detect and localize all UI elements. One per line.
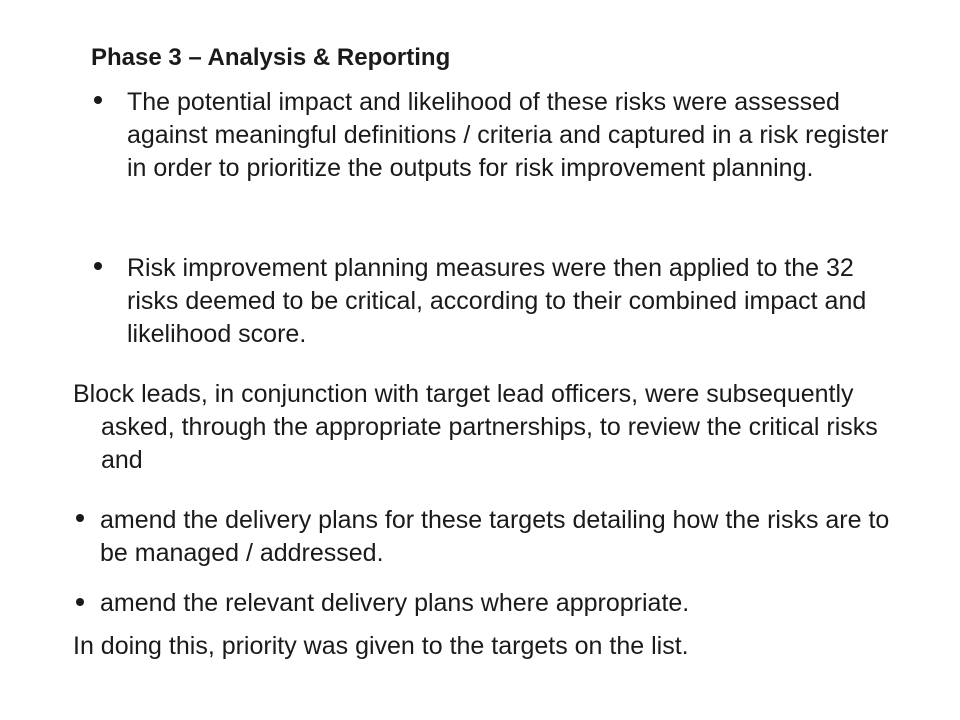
phase-bullet-1: The potential impact and likelihood of these risks were assessed against meaningful definitions / criteria and captured in a risk register in order to prioritize the outputs for risk improvement planning. bbox=[127, 88, 889, 182]
intro-paragraph: Block leads, in conjunction with target lead officers, were subsequently asked, through the appropriate partnerships, to review the critical risks and bbox=[73, 380, 878, 474]
bullet-dot-icon bbox=[94, 262, 102, 270]
phase-bullet-2: Risk improvement planning measures were then applied to the 32 risks deemed to be critical, according to their combined impact and likelihood score. bbox=[127, 254, 867, 348]
action-bullet-1: amend the delivery plans for these targets detailing how the risks are to be managed / addressed. bbox=[100, 506, 890, 567]
closing-sentence: In doing this, priority was given to the targets on the list. bbox=[73, 632, 689, 660]
bullet-dot-icon bbox=[76, 514, 84, 522]
section-heading: Phase 3 – Analysis & Reporting bbox=[91, 44, 451, 71]
bullet-dot-icon bbox=[76, 598, 84, 606]
action-bullet-2: amend the relevant delivery plans where appropriate. bbox=[100, 589, 690, 617]
bullet-dot-icon bbox=[94, 96, 102, 104]
